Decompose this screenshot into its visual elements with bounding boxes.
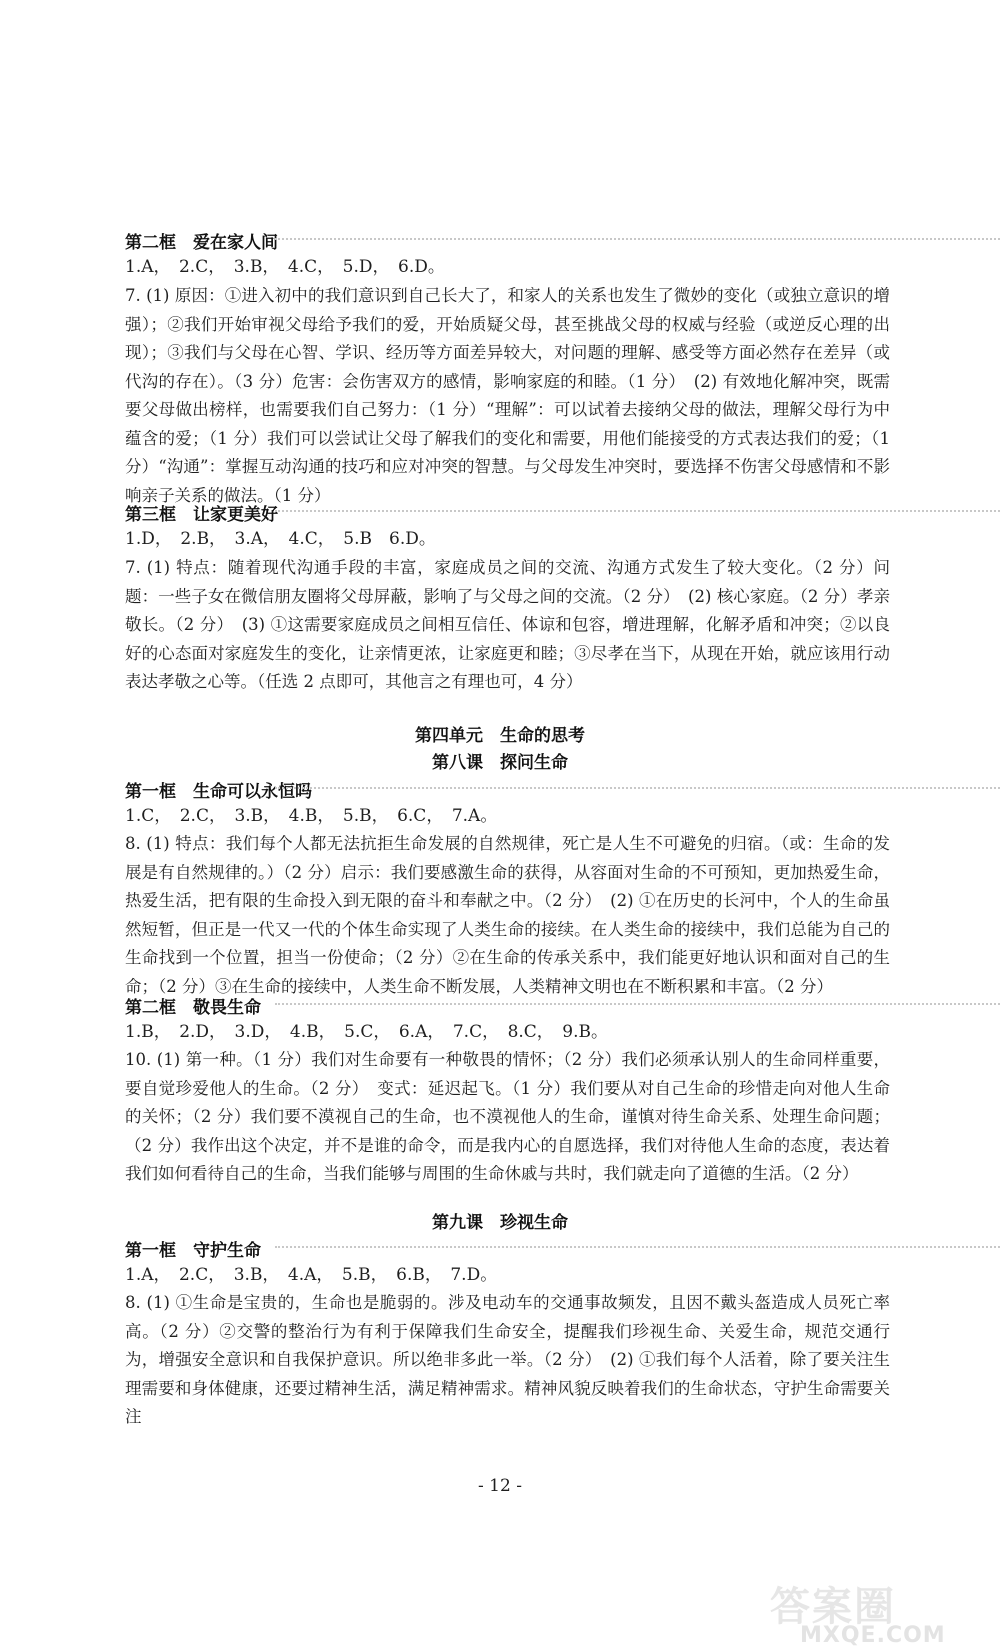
section-heading: 第二框 爱在家人间 — [125, 228, 890, 253]
unit-title: 第四单元 生命的思考 — [415, 726, 585, 746]
watermark-url: MXQE.COM — [800, 1623, 946, 1648]
section-heading: 第二框 敬畏生命 — [125, 993, 890, 1018]
answer-line: 1.A， 2.C， 3.B， 4.A， 5.B， 6.B， 7.D。 — [125, 1265, 498, 1285]
question-answer: 10. (1) 第一种。（1 分）我们对生命要有一种敬畏的情怀；（2 分）我们必须承认别人的生命同样重要，要自觉珍爱他人的生命。（2 分） 变式：延迟起飞。（1 分）我们要从对自己生命的珍惜走向对他人生命的关怀；（2 分）我们要不漠视自己的生命，也不漠视他人的生命，谨慎对待生命关系、处理生命问题；（2 分）我作出这个决定，并不是谁的命令，而是我内心的自愿选择，我们对待他人生命的态度，表达着我们如何看待自己的生命，当我们能够与周围的生命休戚与共时，我们就走向了道德的生活。（2 分） — [125, 1050, 890, 1183]
lesson-title: 第八课 探问生命 — [432, 753, 568, 773]
question-answer: 8. (1) ①生命是宝贵的，生命也是脆弱的。涉及电动车的交通事故频发，且因不戴头盔造成人员死亡率高。（2 分）②交警的整治行为有利于保障我们生命安全，提醒我们珍视生命、关爱生命，规范交通行为，增强安全意识和自我保护意识。所以绝非多此一举。（2 分） (2) ①我们每个人活着，除了要关注生理需要和身体健康，还要过精神生活，满足精神需求。精神风貌反映着我们的生命状态，守护生命需要关注 — [125, 1293, 890, 1426]
section-heading: 第三框 让家更美好 — [125, 500, 890, 525]
answer-line: 1.A， 2.C， 3.B， 4.C， 5.D， 6.D。 — [125, 257, 445, 277]
answer-line: 1.C， 2.C， 3.B， 4.B， 5.B， 6.C， 7.A。 — [125, 806, 498, 826]
section-heading: 第一框 守护生命 — [125, 1236, 890, 1261]
answer-line: 1.B， 2.D， 3.D， 4.B， 5.C， 6.A， 7.C， 8.C， 9.B。 — [125, 1022, 609, 1042]
watermark — [770, 1575, 980, 1648]
page-number: - 12 - — [478, 1476, 522, 1496]
watermark-logo: 答案圈 — [770, 1584, 896, 1630]
section-heading: 第一框 生命可以永恒吗 — [125, 777, 890, 802]
question-answer: 7. (1) 特点：随着现代沟通手段的丰富，家庭成员之间的交流、沟通方式发生了较大变化。（2 分）问题：一些子女在微信朋友圈将父母屏蔽，影响了与父母之间的交流。（2 分） (2) 核心家庭。（2 分）孝亲敬长。（2 分） (3) ①这需要家庭成员之间相互信任、体谅和包容，增进理解，化解矛盾和冲突；②以良好的心态面对家庭发生的变化，让亲情更浓，让家庭更和睦；③尽孝在当下，从现在开始，就应该用行动表达孝敬之心等。（任选 2 点即可，其他言之有理也可，4 分） — [125, 558, 890, 691]
answer-line: 1.D， 2.B， 3.A， 4.C， 5.B 6.D。 — [125, 529, 436, 549]
lesson-title: 第九课 珍视生命 — [432, 1213, 568, 1233]
question-answer: 8. (1) 特点：我们每个人都无法抗拒生命发展的自然规律，死亡是人生不可避免的归宿。（或：生命的发展是有自然规律的。）（2 分）启示：我们要感激生命的获得，从容面对生命的不可预知，更加热爱生命，热爱生活，把有限的生命投入到无限的奋斗和奉献之中。（2 分） (2) ①在历史的长河中，个人的生命虽然短暂，但正是一代又一代的个体生命实现了人类生命的接续。在人类生命的接续中，我们总能为自己的生命找到一个位置，担当一份使命；（2 分）②在生命的传承关系中，我们能更好地认识和面对自己的生命；（2 分）③在生命的接续中，人类生命不断发展，人类精神文明也在不断积累和丰富。（2 分） — [125, 834, 890, 996]
question-answer: 7. (1) 原因：①进入初中的我们意识到自己长大了，和家人的关系也发生了微妙的变化（或独立意识的增强）；②我们开始审视父母给予我们的爱，开始质疑父母，甚至挑战父母的权威与经验（或逆反心理的出现）；③我们与父母在心智、学识、经历等方面差异较大，对问题的理解、感受等方面必然存在差异（或代沟的存在）。（3 分）危害：会伤害双方的感情，影响家庭的和睦。（1 分） (2) 有效地化解冲突，既需要父母做出榜样，也需要我们自己努力：（1 分）“理解”：可以试着去接纳父母的做法，理解父母行为中蕴含的爱；（1 分）我们可以尝试让父母了解我们的变化和需要，用他们能接受的方式表达我们的爱；（1 分）“沟通”：掌握互动沟通的技巧和应对冲突的智慧。与父母发生冲突时，要选择不伤害父母感情和不影响亲子关系的做法。（1 分） — [125, 286, 890, 505]
